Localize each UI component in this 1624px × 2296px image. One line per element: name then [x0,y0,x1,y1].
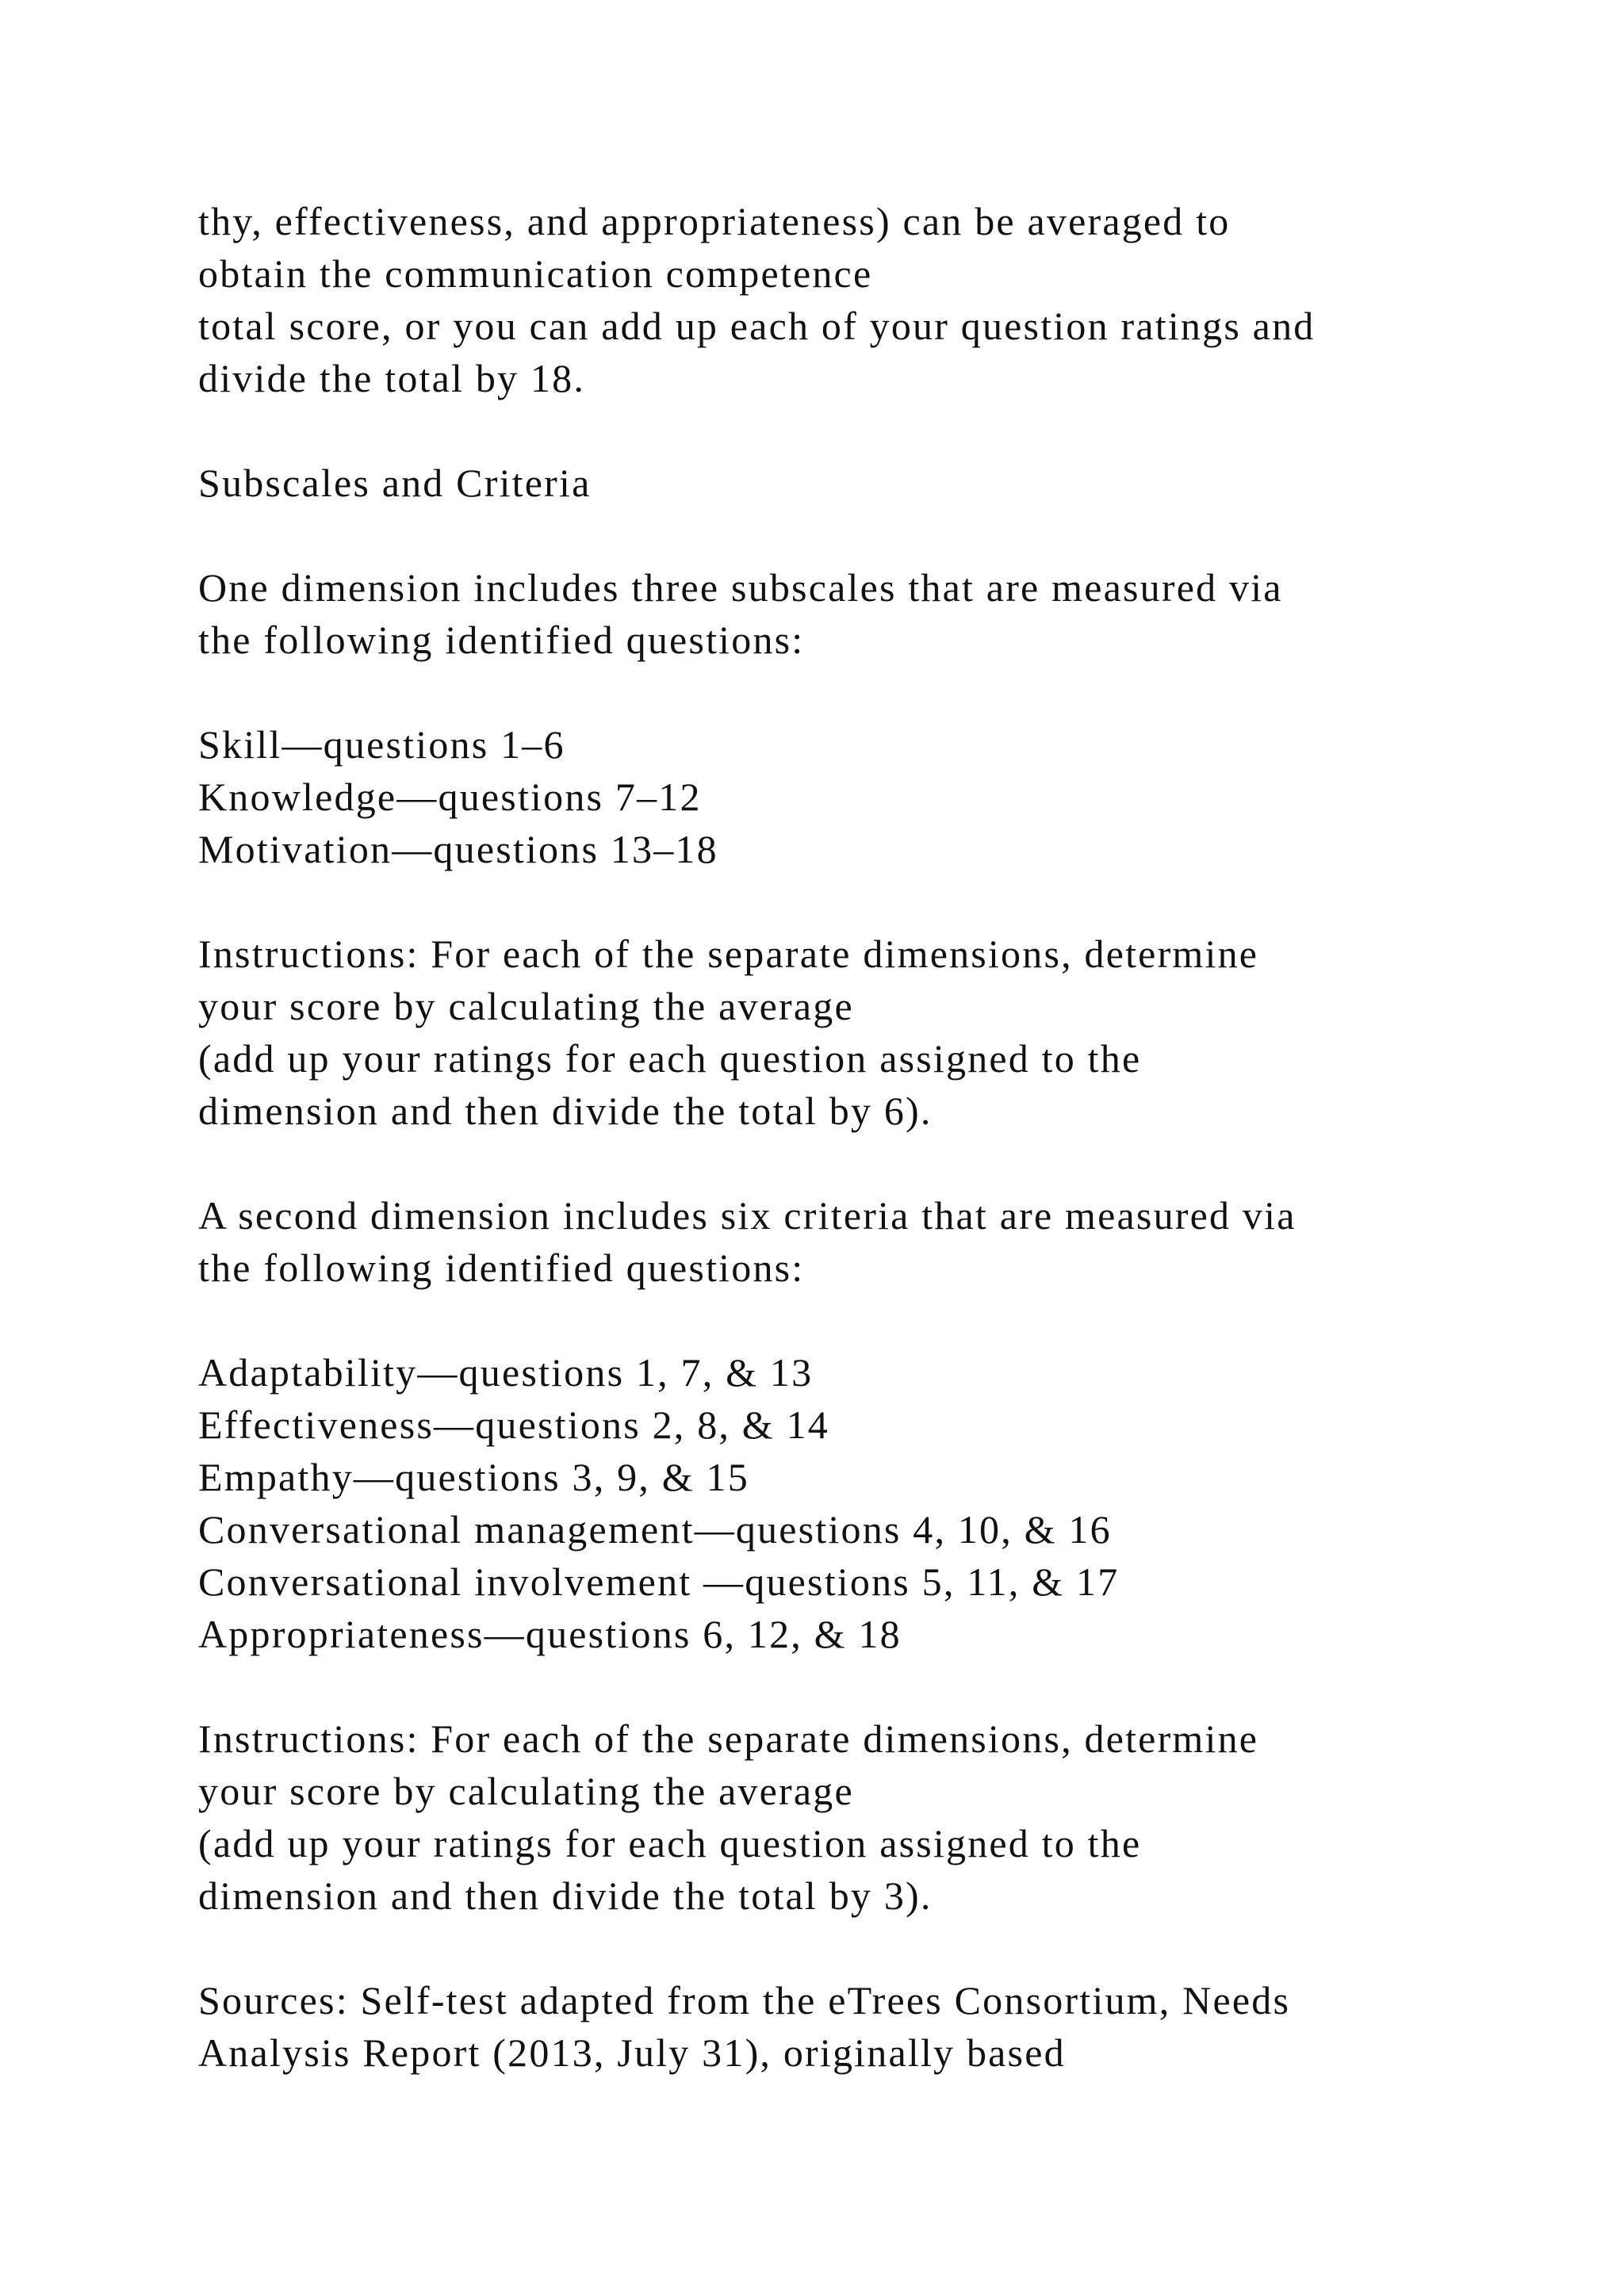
text-line: Analysis Report (2013, July 31), originally based [198,2030,1066,2075]
paragraph-spacer [198,509,1546,561]
text-line: obtain the communication competence [198,251,873,296]
paragraph-spacer [198,1660,1546,1712]
text-line: Conversational management—questions 4, 10, & 16 [198,1507,1112,1552]
text-line: divide the total by 18. [198,356,586,400]
section-heading [198,457,1546,509]
text-line: (add up your ratings for each question assigned to the [198,1821,1142,1866]
text-line: One dimension includes three subscales that are measured via [198,565,1283,610]
text-line: Instructions: For each of the separate dimensions, determine [198,932,1259,976]
text-line: Empathy—questions 3, 9, & 15 [198,1455,749,1499]
subscales-list [198,718,1546,875]
total-score-paragraph [198,195,1546,404]
text-line: (add up your ratings for each question assigned to the [198,1036,1142,1081]
text-line: thy, effectiveness, and appropriateness) can be averaged to [198,199,1231,243]
text-line: your score by calculating the average [198,984,854,1028]
text-line: Conversational involvement —questions 5, 11, & 17 [198,1559,1120,1604]
paragraph-spacer [198,666,1546,718]
paragraph-spacer [198,1137,1546,1189]
text-line: Appropriateness—questions 6, 12, & 18 [198,1612,902,1656]
text-line: total score, or you can add up each of your question ratings and [198,304,1316,348]
second-instructions [198,1712,1546,1922]
text-line: the following identified questions: [198,1246,805,1290]
text-line: dimension and then divide the total by 6). [198,1089,933,1133]
text-line: A second dimension includes six criteria that are measured via [198,1193,1297,1238]
text-line: Sources: Self-test adapted from the eTrees Consortium, Needs [198,1978,1291,2022]
second-dimension-intro [198,1189,1546,1294]
text-line: Motivation—questions 13–18 [198,827,718,871]
text-line: Skill—questions 1–6 [198,722,565,767]
sources-paragraph [198,1974,1546,2079]
text-line: Instructions: For each of the separate dimensions, determine [198,1716,1259,1761]
text-line: your score by calculating the average [198,1769,854,1813]
text-line: Effectiveness—questions 2, 8, & 14 [198,1402,829,1447]
first-dimension-intro [198,561,1546,666]
first-instructions [198,928,1546,1137]
paragraph-spacer [198,875,1546,928]
text-line: Adaptability—questions 1, 7, & 13 [198,1350,814,1395]
text-line: Knowledge—questions 7–12 [198,775,702,819]
paragraph-spacer [198,1922,1546,1974]
text-line: Subscales and Criteria [198,461,592,505]
paragraph-spacer [198,1294,1546,1346]
text-line: the following identified questions: [198,618,805,662]
text-line: dimension and then divide the total by 3). [198,1873,933,1918]
document-body [198,195,1546,2079]
criteria-list [198,1346,1546,1660]
paragraph-spacer [198,404,1546,457]
